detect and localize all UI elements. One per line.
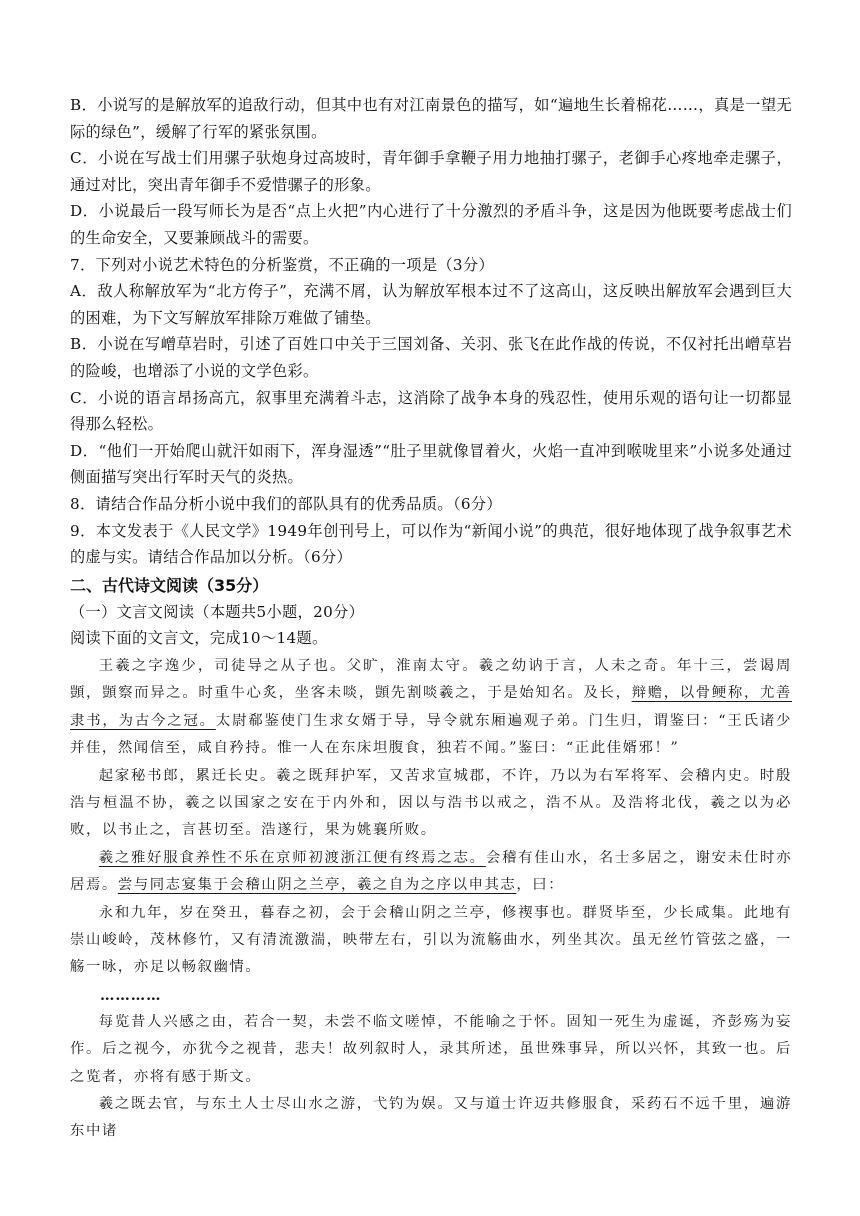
underlined-sentence-1: 辩赡，以骨鲠称，尤善隶书，为古今之冠。	[70, 685, 792, 729]
exam-page	[70, 92, 792, 1146]
option-6c: C．小说在写战士们用骡子驮炮身过高坡时，青年御手拿鞭子用力地抽打骡子，老御手心疼地牵走骡子，通过对比，突出青年御手不爱惜骡子的形象。	[70, 149, 792, 194]
passage-paragraph-6: 羲之既去官，与东土人士尽山水之游，弋钓为娱。又与道士许迈共修服食，采药石不远千里，遍游东中诸	[70, 1095, 792, 1140]
underlined-sentence-2: 羲之雅好服食养性不乐在京师初渡浙江便有终焉之志。	[98, 849, 486, 866]
option-6d: D．小说最后一段写师长为是否“点上火把”内心进行了十分激烈的矛盾斗争，这是因为他既要考虑战士们的生命安全，又要兼顾战斗的需要。	[70, 202, 792, 247]
option-7d: D．“他们一开始爬山就汗如雨下，浑身湿透”“肚子里就像冒着火，火焰一直冲到喉咙里来”小说多处通过侧面描写突出行军时天气的炎热。	[70, 441, 792, 487]
passage-paragraph-5: 每览昔人兴感之由，若合一契，未尝不临文嗟悼，不能喻之于怀。固知一死生为虚诞，齐彭殇为妄作。后之视今，亦犹今之视昔，悲夫！故列叙时人，录其所述，虽世殊事异，所以兴怀，其致一也。后之览者，亦将有感于斯文。	[70, 1013, 792, 1085]
passage-paragraph-3	[70, 845, 792, 900]
option-7a: A．敌人称解放军为“北方侉子”，充满不屑，认为解放军根本过不了这高山，这反映出解放军会遇到巨大的困难，为下文写解放军排除万难做了铺垫。	[70, 282, 792, 327]
passage-text: 会稽有佳山水，名士多居之，谢安未仕时亦居焉。	[70, 849, 793, 894]
question-8: 8．请结合作品分析小说中我们的部队具有的优秀品质。（6分）	[70, 494, 502, 513]
omission-dots: …………	[100, 986, 162, 1004]
passage-paragraph-1	[70, 653, 792, 763]
question-9: 9．本文发表于《人民文学》1949年创刊号上，可以作为“新闻小说”的典范，很好地体现了战争叙事艺术的虚与实。请结合作品加以分析。（6分）	[70, 521, 792, 567]
passage-text: 王羲之字逸少，司徒导之从子也。父旷，淮南太守。羲之幼讷于言，人未之奇。年十三，尝谒周顗，顗察而异之。时重牛心炙，坐客未啖，顗先割啖羲之，于是始知名。及长，	[70, 657, 792, 702]
subsection-heading: （一）文言文阅读（本题共5小题，20分）	[70, 602, 365, 621]
option-6b: B．小说写的是解放军的追敌行动，但其中也有对江南景色的描写，如“遍地生长着棉花……，真是一望无际的绿色”，缓解了行军的紧张氛围。	[70, 96, 792, 141]
passage-paragraph-4: 永和九年，岁在癸丑，暮春之初，会于会稽山阴之兰亭，修禊事也。群贤毕至，少长咸集。此地有崇山峻岭，茂林修竹，又有清流激湍，映带左右，引以为流觞曲水，列坐其次。虽无丝竹管弦之盛，一觞一咏，亦足以畅叙幽情。	[70, 904, 792, 976]
option-7c: C．小说的语言昂扬高亢，叙事里充满着斗志，这消除了战争本身的残忍性，使用乐观的语句让一切都显得那么轻松。	[70, 388, 792, 434]
passage-text: 太尉郗鉴使门生求女婿于导，导令就东厢遍观子弟。门生归，谓鉴曰：“王氏诸少并佳，然闻信至，咸自矜持。惟一人在东床坦腹食，独若不闻。”鉴曰：“正此佳婿邪！”	[70, 712, 792, 757]
reading-instruction: 阅读下面的文言文，完成10～14题。	[70, 629, 328, 648]
passage-paragraph-2: 起家秘书郎，累迁长史。羲之既拜护军，又苦求宣城郡，不许，乃以为右军将军、会稽内史。时殷浩与桓温不协，羲之以国家之安在于内外和，因以与浩书以戒之，浩不从。及浩将北伐，羲之以为必败，以书止之，言甚切至。浩遂行，果为姚襄所败。	[70, 767, 792, 839]
question-7-stem: 7．下列对小说艺术特色的分析鉴赏，不正确的一项是（3分）	[70, 255, 495, 274]
option-7b: B．小说在写嶒草岩时，引述了百姓口中关于三国刘备、关羽、张飞在此作战的传说，不仅衬托出嶒草岩的险峻，也增添了小说的文学色彩。	[70, 335, 792, 380]
underlined-sentence-3: 尝与同志宴集于会稽山阴之兰亭，羲之自为之序以申其志	[117, 877, 517, 894]
passage-text: ，曰：	[516, 877, 565, 894]
section-heading: 二、古代诗文阅读（35分）	[70, 575, 269, 595]
